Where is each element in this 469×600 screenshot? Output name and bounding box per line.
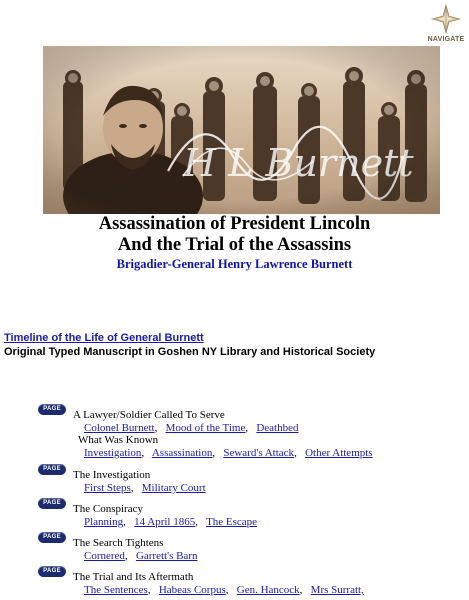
section-title: A Lawyer/Soldier Called To Serve [73, 409, 225, 421]
section-title: The Trial and Its Aftermath [73, 571, 194, 583]
page-button[interactable]: PAGE [38, 532, 66, 543]
link-garretts-barn[interactable]: Garrett's Barn [135, 550, 198, 562]
section-links: Cornered, Garrett's Barn [84, 550, 198, 562]
link-14-april-1865[interactable]: 14 April 1865 [134, 516, 196, 528]
navigate-logo[interactable] [426, 4, 466, 44]
link-mood-of-the-time[interactable]: Mood of the Time [165, 422, 246, 434]
page-button[interactable]: PAGE [38, 404, 66, 415]
link-sewards-attack[interactable]: Seward's Attack [223, 447, 295, 459]
link-military-court[interactable]: Military Court [141, 482, 206, 494]
link-the-sentences[interactable]: The Sentences [84, 584, 148, 596]
section-links: The Sentences, Habeas Corpus, Gen. Hancock, Mrs Surratt, [84, 584, 364, 596]
manuscript-note: Original Typed Manuscript in Goshen NY Library and Historical Society [4, 346, 376, 358]
link-first-steps[interactable]: First Steps [84, 482, 131, 494]
section-links: Planning, 14 April 1865, The Escape [84, 516, 258, 528]
page-button[interactable]: PAGE [38, 566, 66, 577]
link-assassination[interactable]: Assassination [151, 447, 213, 459]
link-the-escape[interactable]: The Escape [206, 516, 258, 528]
compass-star-icon [431, 4, 461, 34]
link-deathbed[interactable]: Deathbed [256, 422, 299, 434]
section-title: What Was Known [78, 434, 159, 446]
navigate-label: NAVIGATE [427, 36, 465, 43]
link-cornered[interactable]: Cornered [84, 550, 125, 562]
link-mrs-surratt[interactable]: Mrs Surratt, [310, 584, 364, 596]
section-links: Investigation, Assassination, Seward's Attack, Other Attempts [84, 447, 373, 459]
page-button[interactable]: PAGE [38, 464, 66, 475]
page-button[interactable]: PAGE [38, 498, 66, 509]
section-links: Colonel Burnett, Mood of the Time, Deathbed [84, 422, 299, 434]
link-gen-hancock[interactable]: Gen. Hancock [236, 584, 300, 596]
link-habeas-corpus[interactable]: Habeas Corpus [158, 584, 226, 596]
timeline-link[interactable]: Timeline of the Life of General Burnett [4, 332, 204, 344]
section-title: The Search Tightens [73, 537, 164, 549]
section-title: The Conspiracy [73, 503, 143, 515]
banner-photo [43, 46, 440, 214]
link-other-attempts[interactable]: Other Attempts [305, 447, 373, 459]
section-links: First Steps, Military Court [84, 482, 206, 494]
link-investigation[interactable]: Investigation [84, 447, 142, 459]
banner-image [43, 46, 440, 214]
page-title-line2: And the Trial of the Assassins [117, 235, 352, 255]
page-title-line1: Assassination of President Lincoln [98, 214, 371, 234]
section-title: The Investigation [73, 469, 151, 481]
link-colonel-burnett[interactable]: Colonel Burnett [84, 422, 155, 434]
page-subtitle: Brigadier-General Henry Lawrence Burnett [116, 257, 353, 271]
link-planning[interactable]: Planning [84, 516, 124, 528]
